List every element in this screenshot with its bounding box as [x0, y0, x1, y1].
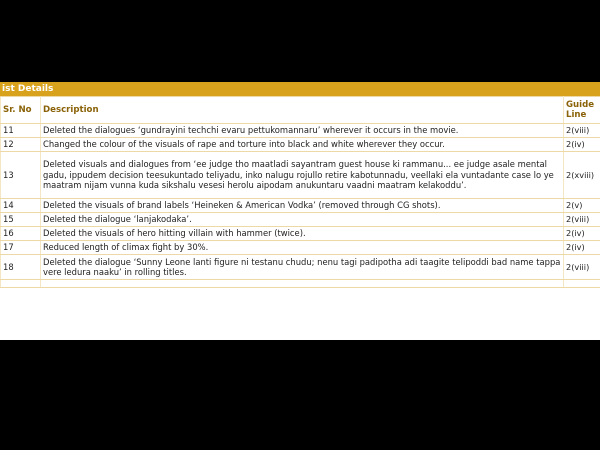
row-sr-no: 18	[1, 255, 41, 280]
top-letterbox	[0, 0, 600, 82]
row-guide-line: 2(iv)	[564, 241, 600, 255]
table-header-row	[1, 97, 600, 124]
spacer-cell	[1, 280, 41, 288]
table-row	[1, 124, 600, 138]
row-guide-line: 2(iv)	[564, 138, 600, 152]
row-description: Deleted the visuals of hero hitting villain with hammer (twice).	[41, 227, 564, 241]
row-sr-no: 16	[1, 227, 41, 241]
panel-title: ist Details	[0, 82, 600, 96]
row-sr-no: 11	[1, 124, 41, 138]
header-sr-no: Sr. No	[1, 97, 41, 124]
table-row	[1, 152, 600, 199]
table-row	[1, 138, 600, 152]
row-guide-line: 2(v)	[564, 199, 600, 213]
header-guide-line: Guide Line	[564, 97, 600, 124]
row-description: Deleted the dialogues ‘gundrayini techchi evaru pettukomannaru’ wherever it occurs in the movie.	[41, 124, 564, 138]
row-guide-line: 2(viii)	[564, 255, 600, 280]
table-row	[1, 255, 600, 280]
row-description: Changed the colour of the visuals of rape and torture into black and white wherever they occur.	[41, 138, 564, 152]
table-spacer-row	[1, 280, 600, 288]
row-description: Reduced length of climax fight by 30%.	[41, 241, 564, 255]
row-sr-no: 14	[1, 199, 41, 213]
spacer-cell	[564, 280, 600, 288]
row-description: Deleted the visuals of brand labels ‘Heineken & American Vodka’ (removed through CG shots).	[41, 199, 564, 213]
table-row	[1, 199, 600, 213]
row-sr-no: 17	[1, 241, 41, 255]
details-table	[0, 96, 600, 288]
table-row	[1, 227, 600, 241]
row-guide-line: 2(viii)	[564, 124, 600, 138]
row-guide-line: 2(iv)	[564, 227, 600, 241]
row-sr-no: 12	[1, 138, 41, 152]
details-panel	[0, 82, 600, 340]
row-sr-no: 13	[1, 152, 41, 199]
row-guide-line: 2(xviii)	[564, 152, 600, 199]
row-guide-line: 2(viii)	[564, 213, 600, 227]
row-sr-no: 15	[1, 213, 41, 227]
row-description: Deleted the dialogue ‘lanjakodaka’.	[41, 213, 564, 227]
bottom-letterbox	[0, 340, 600, 450]
table-row	[1, 213, 600, 227]
table-row	[1, 241, 600, 255]
spacer-cell	[41, 280, 564, 288]
row-description: Deleted the dialogue ‘Sunny Leone lanti figure ni testanu chudu; nenu tagi padipotha adi taagite telipoddi bad name tappa vere ledura naaku’ in rolling titles.	[41, 255, 564, 280]
header-description: Description	[41, 97, 564, 124]
row-description: Deleted visuals and dialogues from ‘ee judge tho maatladi sayantram guest house ki rammanu... ee judge asale mental gadu, ippudem decision teesukuntado teliyadu, inko nalugu rojullo retire kabotunnadu, veellaki ela vuntadante case lo ye maatram nijam vunna kuda sikshalu vesesi herolu aipodam anukuntaru vaadni maatram kelakoddu’.	[41, 152, 564, 199]
